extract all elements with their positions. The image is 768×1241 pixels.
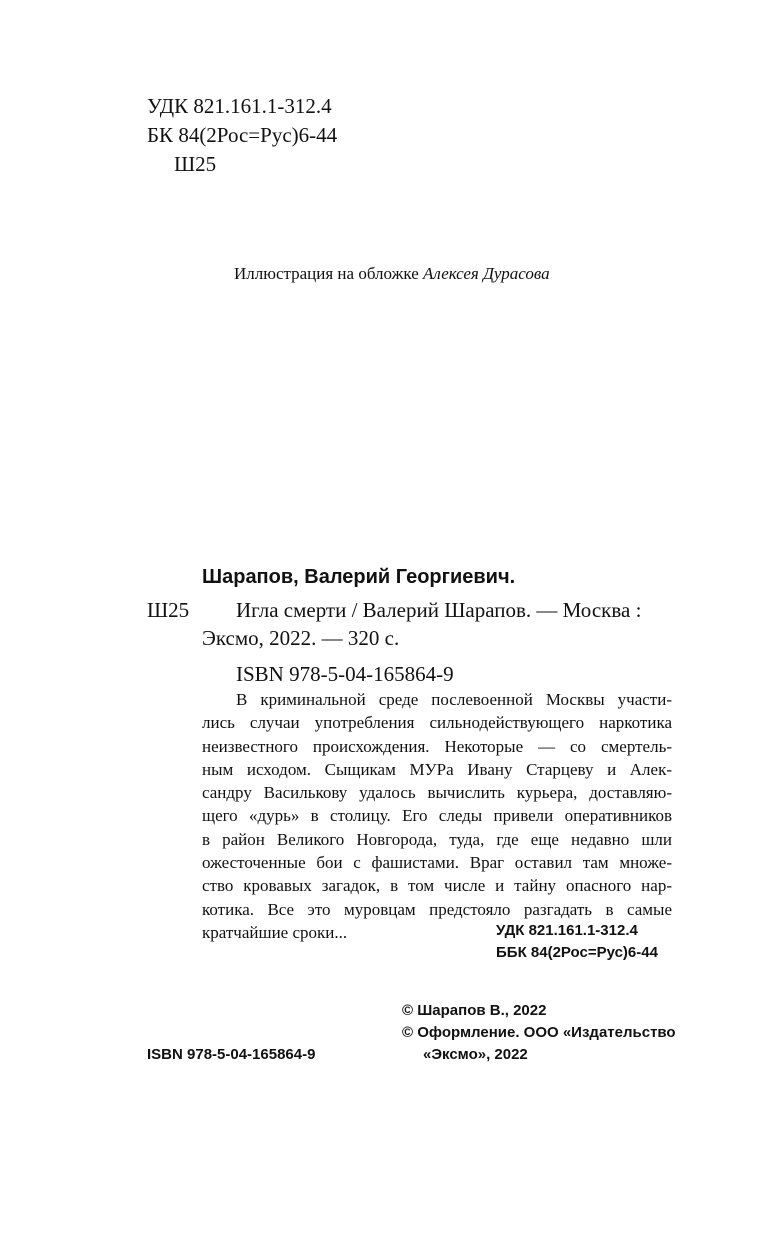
copyright-design: © Оформление. ООО «Издательство xyxy=(402,1024,676,1041)
annotation-line: В криминальной среде послевоенной Москвы участи- xyxy=(236,690,672,709)
annotation-line: неизвестного происхождения. Некоторые — со смертель- xyxy=(202,736,672,756)
annotation xyxy=(202,688,672,944)
copyright-publisher: «Эксмо», 2022 xyxy=(423,1046,528,1063)
illustration-credit xyxy=(234,264,550,284)
udk-code-bottom: УДК 821.161.1-312.4 xyxy=(496,922,638,939)
author-mark-top: Ш25 xyxy=(174,152,217,176)
copyright-author: © Шарапов В., 2022 xyxy=(402,1002,547,1019)
annotation-line: котика. Все это муровцам предстояло разгадать в самые xyxy=(202,899,672,919)
record-title-line-2: Эксмо, 2022. — 320 с. xyxy=(202,626,400,650)
illustration-artist: Алексея Дурасова xyxy=(423,264,550,283)
annotation-line: сандру Василькову удалось вычислить курьера, доставляю- xyxy=(202,783,672,803)
bbk-code-top: БК 84(2Рос=Рус)6-44 xyxy=(147,123,338,147)
annotation-line: кратчайшие сроки... xyxy=(202,922,348,942)
udk-code-top: УДК 821.161.1-312.4 xyxy=(147,94,332,118)
bbk-code-bottom: ББК 84(2Рос=Рус)6-44 xyxy=(496,944,658,961)
annotation-line: ным исходом. Сыщикам МУРа Ивану Старцеву и Алек- xyxy=(202,759,672,779)
record-title-line-1: Игла смерти / Валерий Шарапов. — Москва : xyxy=(236,598,642,622)
annotation-line: щего «дурь» в столицу. Его следы привели оперативников xyxy=(202,806,672,826)
annotation-line: ожесточенные бои с фашистами. Враг оставил там множе- xyxy=(202,853,672,873)
record-isbn: ISBN 978-5-04-165864-9 xyxy=(236,662,454,686)
isbn-bottom: ISBN 978-5-04-165864-9 xyxy=(147,1046,316,1063)
illustration-credit-prefix: Иллюстрация на обложке xyxy=(234,264,419,283)
annotation-line: в район Великого Новгорода, туда, где еще недавно шли xyxy=(202,829,672,849)
record-author-mark: Ш25 xyxy=(147,598,190,622)
annotation-line: лись случаи употребления сильнодействующего наркотика xyxy=(202,713,672,733)
annotation-line: ство кровавых загадок, в том числе и тайну опасного нар- xyxy=(202,876,672,896)
record-author: Шарапов, Валерий Георгиевич. xyxy=(202,566,516,588)
